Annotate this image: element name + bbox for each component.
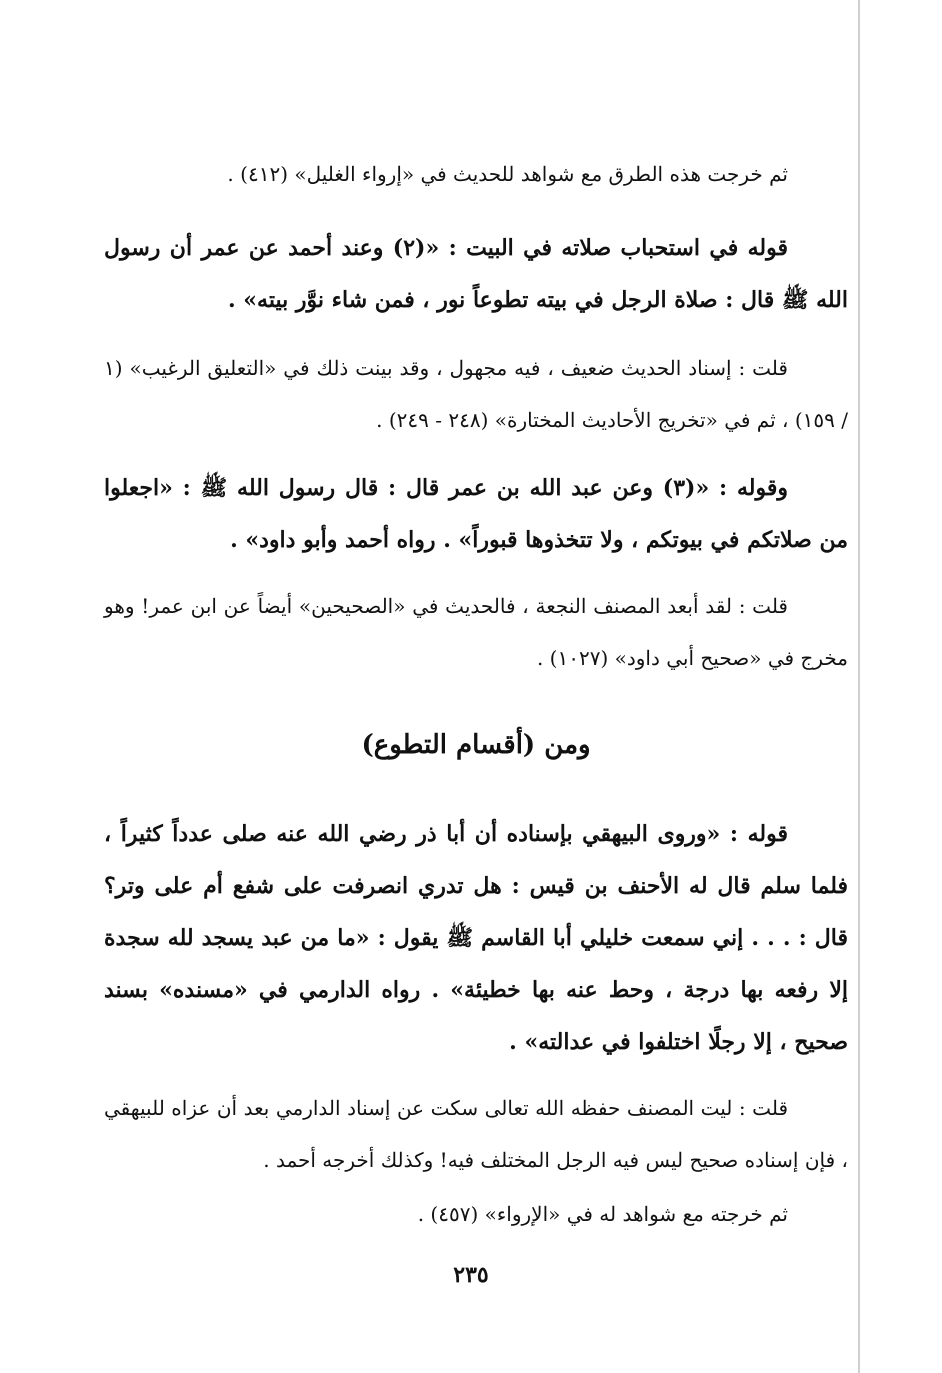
- paragraph-5-comment: قلت : لقد أبعد المصنف النجعة ، فالحديث في «الصحيحين» أيضاً عن ابن عمر! وهو مخرج في «صحيح أبي داود» (١٠٢٧) .: [104, 594, 848, 670]
- paragraph-6-quote: قوله : «وروى البيهقي بإسناده أن أبا ذر رضي الله عنه صلى عدداً كثيراً ، فلما سلم قال له الأحنف بن قيس : هل تدري انصرفت على شفع أم على وتر؟ قال : . . . إني سمعت خليلي أبا القاسم ﷺ يقول : «ما من عبد يسجد لله سجدة إلا رفعه بها درجة ، وحط عنه بها خطيئة» . رواه الدارمي في «مسنده» بسند صحيح ، إلا رجلًا اختلفوا في عدالته» .: [104, 821, 848, 1055]
- paragraph-7-comment: قلت : ليت المصنف حفظه الله تعالى سكت عن إسناد الدارمي بعد أن عزاه للبيهقي ، فإن إسناده صحيح ليس فيه الرجل المختلف فيه! وكذلك أخرجه أحمد .: [104, 1096, 848, 1172]
- paragraph-1: ثم خرجت هذه الطرق مع شواهد للحديث في «إرواء الغليل» (٤١٢) .: [227, 162, 788, 186]
- paragraph-3-comment: قلت : إسناد الحديث ضعيف ، فيه مجهول ، وقد بينت ذلك في «التعليق الرغيب» (١ / ١٥٩) ، ثم في «تخريج الأحاديث المختارة» (٢٤٨ - ٢٤٩) .: [104, 356, 848, 432]
- section-heading: ومن (أقسام التطوع): [361, 730, 591, 760]
- paragraph-4-quote: وقوله : «(٣) وعن عبد الله بن عمر قال : قال رسول الله ﷺ : «اجعلوا من صلاتكم في بيوتكم ، ولا تتخذوها قبوراً» . رواه أحمد وأبو داود» .: [104, 475, 848, 553]
- paragraph-2-quote: قوله في استحباب صلاته في البيت : «(٢) وعند أحمد عن عمر أن رسول الله ﷺ قال : صلاة الرجل في بيته تطوعاً نور ، فمن شاء نوَّر بيته» .: [104, 235, 848, 313]
- paragraph-8: ثم خرجته مع شواهد له في «الإرواء» (٤٥٧) .: [417, 1202, 788, 1226]
- page-number: ٢٣٥: [453, 1262, 489, 1288]
- scan-edge-line: [858, 0, 860, 1373]
